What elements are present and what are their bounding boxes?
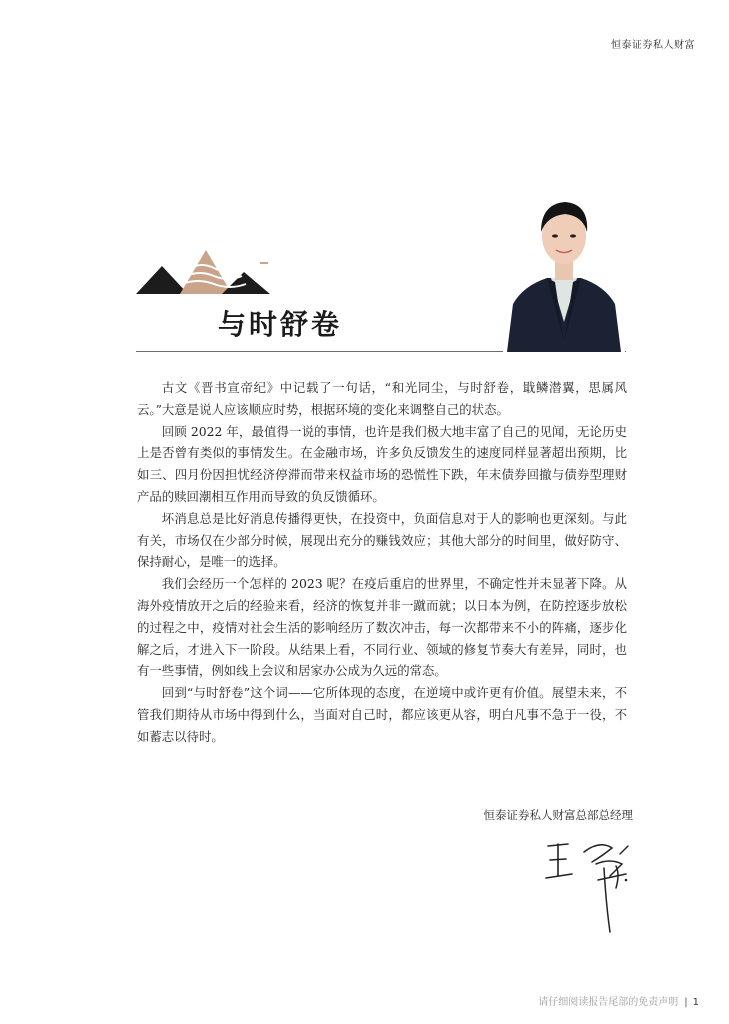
article-title: 与时舒卷 [218,308,343,341]
article-paragraph: 回顾 2022 年，最值得一说的事情，也许是我们极大地丰富了自己的见闻，无论历史上是否曾有类似的事情发生。在金融市场，许多负反馈发生的速度同样显著超出预期，比如三、四月份因担忧经济停滞而带来权益市场的恐慌性下跌，年末债券回撤与债券型理财产品的赎回潮相互作用而导致的负反馈循环。 [137,423,627,504]
article-paragraph: 坏消息总是比好消息传播得更快，在投资中，负面信息对于人的影响也更深刻。与此有关，市场仅在少部分时候，展现出充分的赚钱效应；其他大部分的时间里，做好防守、保持耐心，是唯一的选择。 [137,510,627,570]
article-paragraph: 古文《晋书宣帝纪》中记载了一句话，“和光同尘，与时舒卷，戢鳞潜翼，思属风云。”大意是说人应该顺应时势，根据环境的变化来调整自己的状态。 [137,380,627,417]
executive-portrait [503,192,625,352]
mountain-logo-icon [136,246,272,298]
page-footer [538,993,699,1008]
page-number: 1 [692,997,699,1008]
article-paragraph: 我们会经历一个怎样的 2023 呢？在疫后重启的世界里，不确定性并未显著下降。从海外疫情放开之后的经验来看，经济的恢复并非一蹴而就；以日本为例，在防控逐步放松的过程之中，疫情对社会生活的影响经历了数次冲击，每一次都带来不小的阵痛，逐步化解之后，才进入下一阶段。从结果上看，不同行业、领域的修复节奏大有差异，同时，也有一些事情，例如线上会议和居家办公成为久远的常态。 [137,576,627,679]
footer-separator: | [684,997,688,1008]
article-paragraph: 回到“与时舒卷”这个词——它所体现的态度，在逆境中或许更有价值。展望未来，不管我们期待从市场中得到什么，当面对自己时，都应该更从容，明白凡事不急于一役，不如蓄志以待时。 [137,685,627,744]
signoff-title: 恒泰证券私人财富总部总经理 [483,808,633,822]
header-brand: 恒泰证券私人财富 [611,40,695,51]
article-body [137,377,627,748]
handwritten-signature [540,834,640,939]
footer-disclaimer: 请仔细阅读报告尾部的免责声明 [538,997,679,1008]
